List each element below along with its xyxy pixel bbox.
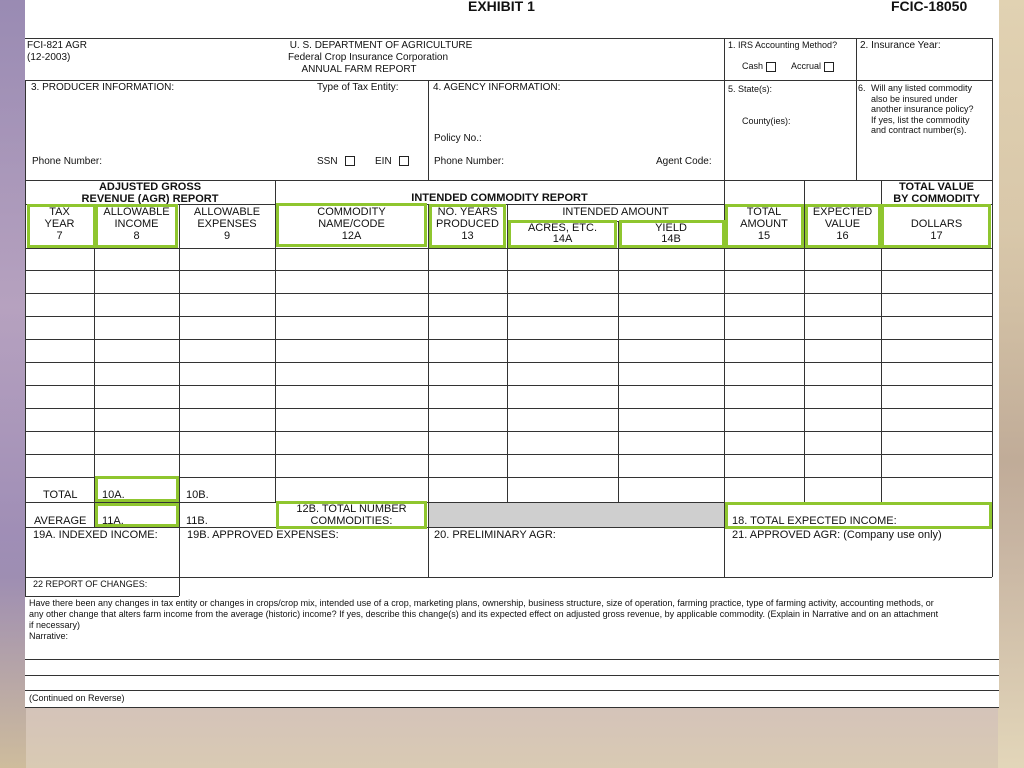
highlight-10a xyxy=(95,476,179,502)
col-number: 12A xyxy=(341,230,362,242)
rule xyxy=(25,248,992,249)
field-19b-approved-expenses[interactable]: 19B. APPROVED EXPENSES: xyxy=(187,529,339,541)
col-number: 8 xyxy=(133,230,140,242)
highlight-12b xyxy=(276,501,427,529)
col-header-line: DOLLARS xyxy=(910,218,963,230)
field-20-preliminary-agr[interactable]: 20. PRELIMINARY AGR: xyxy=(434,529,556,541)
col-header-line: INCOME xyxy=(114,218,159,230)
question-6-line: Will any listed commodity xyxy=(871,83,973,93)
question-6-line: another insurance policy? xyxy=(871,104,974,114)
shaded-cell xyxy=(429,503,724,527)
question-6-number: 6. xyxy=(858,83,866,93)
changes-question-line: Have there been any changes in tax entity or changes in crops/crop mix, intended use of a crop, marketing plans, ownership, business structure, size of operation, farming practice, type of farming activity, accounting methods, or xyxy=(29,598,934,608)
changes-question-line: any other change that alters farm income from the average (historic) income? If yes, describe this change(s) and its expected effect on adjusted gross revenue, by applicable commodity. (Explain in Narrative and on an attachment xyxy=(29,609,939,619)
rule xyxy=(25,431,992,432)
highlight-expected-value xyxy=(805,204,881,248)
col-header-line: ALLOWABLE xyxy=(193,206,261,218)
col-header-line: TAX xyxy=(49,206,70,218)
field-10a[interactable]: 10A. xyxy=(102,489,125,501)
highlight-commodity xyxy=(276,203,427,247)
total-row-label: TOTAL xyxy=(43,489,78,501)
question-6-line: If yes, list the commodity xyxy=(871,114,970,125)
ssn-option[interactable] xyxy=(317,156,358,167)
field-19a-indexed-income[interactable]: 19A. INDEXED INCOME: xyxy=(33,529,158,541)
narrative-label: Narrative: xyxy=(29,631,69,641)
total-value-heading xyxy=(881,181,992,205)
policy-number-field[interactable]: Policy No.: xyxy=(434,133,482,144)
cash-option[interactable] xyxy=(742,61,779,72)
ein-label: EIN xyxy=(375,156,392,167)
col-header-line: VALUE xyxy=(824,218,861,230)
highlight-allowable-income xyxy=(95,204,178,248)
col-number: 9 xyxy=(223,230,231,242)
producer-phone-field[interactable]: Phone Number: xyxy=(32,156,103,167)
rule xyxy=(25,577,992,578)
agent-code-field[interactable]: Agent Code: xyxy=(656,156,712,167)
average-row-label: AVERAGE xyxy=(34,515,87,527)
col-number: 7 xyxy=(56,230,63,242)
rule xyxy=(507,204,508,502)
col-header-line: EXPENSES xyxy=(197,218,257,230)
accrual-option[interactable] xyxy=(791,61,837,72)
highlight-18 xyxy=(725,502,992,529)
question-6-line: also be insured under xyxy=(871,93,958,104)
tax-entity-field[interactable]: Type of Tax Entity: xyxy=(317,82,399,93)
changes-question-line: if necessary) xyxy=(29,620,81,630)
rule xyxy=(804,248,805,502)
col-number: 15 xyxy=(757,230,771,242)
left-decorative-stripe xyxy=(0,0,26,768)
rule xyxy=(25,659,999,660)
col-intended-amount: INTENDED AMOUNT xyxy=(562,206,669,218)
highlight-11a xyxy=(95,503,179,527)
agr-section-heading xyxy=(25,181,275,205)
rule xyxy=(25,707,999,708)
department: U. S. DEPARTMENT OF AGRICULTURE xyxy=(289,40,473,51)
highlight-total-amount xyxy=(725,204,804,248)
rule xyxy=(25,454,992,455)
changes-question xyxy=(29,598,938,642)
ein-checkbox[interactable] xyxy=(399,156,409,166)
rule xyxy=(856,38,857,180)
rule xyxy=(25,270,992,271)
col-header-line: YIELD xyxy=(655,222,687,234)
states-field[interactable]: 5. State(s): xyxy=(728,84,773,94)
col-number: 14A xyxy=(552,233,573,245)
ein-option[interactable] xyxy=(375,156,412,167)
col-header-line: ALLOWABLE xyxy=(103,206,170,218)
highlight-dollars xyxy=(881,204,991,248)
rule xyxy=(25,362,992,363)
col-number: 16 xyxy=(836,230,849,242)
insurance-year-field[interactable]: 2. Insurance Year: xyxy=(860,40,941,51)
rule xyxy=(25,385,992,386)
ssn-label: SSN xyxy=(317,156,338,167)
col-header-line: TOTAL xyxy=(746,206,782,218)
rule xyxy=(25,675,999,676)
rule xyxy=(25,293,992,294)
rule xyxy=(25,80,992,81)
form-date: (12-2003) xyxy=(27,52,71,63)
corporation: Federal Crop Insurance Corporation xyxy=(287,52,449,63)
rule xyxy=(25,316,992,317)
rule xyxy=(618,221,619,502)
rule xyxy=(179,204,180,577)
agency-info-label: 4. AGENCY INFORMATION: xyxy=(433,82,561,93)
col-allowable-expenses xyxy=(179,206,275,242)
field-12b-line-1: 12B. TOTAL NUMBER xyxy=(296,503,407,515)
rule xyxy=(179,577,180,596)
form-code: FCI-821 AGR xyxy=(27,40,88,51)
form-number: FCIC-18050 xyxy=(891,0,968,14)
rule xyxy=(25,577,26,596)
rule xyxy=(724,38,725,180)
field-18-total-expected-income[interactable]: 18. TOTAL EXPECTED INCOME: xyxy=(732,515,897,527)
total-value-line-1: TOTAL VALUE xyxy=(899,181,974,193)
field-10b[interactable]: 10B. xyxy=(186,489,209,501)
agr-heading-line-2: REVENUE (AGR) REPORT xyxy=(81,193,219,205)
continued-note: (Continued on Reverse) xyxy=(29,693,125,703)
counties-field[interactable]: County(ies): xyxy=(742,116,791,126)
highlight-yield xyxy=(619,220,725,248)
rule xyxy=(25,596,179,597)
col-number: 13 xyxy=(461,230,474,242)
col-header-line: EXPECTED xyxy=(812,206,873,218)
producer-info-label: 3. PRODUCER INFORMATION: xyxy=(31,82,175,93)
highlight-years-produced xyxy=(429,204,506,248)
highlight-tax-year xyxy=(27,204,96,248)
agr-heading-line-1: ADJUSTED GROSS xyxy=(98,181,202,193)
highlight-acres xyxy=(508,220,617,248)
report-title: ANNUAL FARM REPORT xyxy=(301,64,417,75)
rule xyxy=(25,408,992,409)
right-decorative-stripe xyxy=(998,0,1024,768)
agency-phone-field[interactable]: Phone Number: xyxy=(434,156,505,167)
col-header-line: ACRES, ETC. xyxy=(527,222,598,234)
rule xyxy=(881,248,882,502)
col-number: 14B xyxy=(661,233,681,245)
rule xyxy=(25,80,26,577)
question-6-line: and contract number(s). xyxy=(871,125,967,135)
accrual-label: Accrual xyxy=(791,61,822,71)
irs-accounting-label: 1. IRS Accounting Method? xyxy=(728,40,838,50)
col-header-line: NO. YEARS xyxy=(437,206,498,218)
col-number: 17 xyxy=(930,230,943,242)
report-of-changes-label: 22 REPORT OF CHANGES: xyxy=(33,579,148,589)
cash-label: Cash xyxy=(742,61,764,71)
question-6-text xyxy=(871,83,974,136)
rule xyxy=(428,80,429,180)
rule xyxy=(25,38,992,39)
form-page xyxy=(25,0,999,708)
rule xyxy=(25,690,999,691)
field-12b-line-2: COMMODITIES: xyxy=(310,515,393,527)
col-header-line: YEAR xyxy=(44,218,75,230)
field-11b[interactable]: 11B. xyxy=(186,515,208,527)
field-21-approved-agr[interactable]: 21. APPROVED AGR: (Company use only) xyxy=(732,529,942,541)
col-header-line: AMOUNT xyxy=(740,218,788,230)
exhibit-title: EXHIBIT 1 xyxy=(468,0,535,14)
field-11a[interactable]: 11A. xyxy=(102,515,124,527)
col-header-line: COMMODITY xyxy=(317,206,386,218)
rule xyxy=(275,204,276,502)
col-header-line: NAME/CODE xyxy=(318,218,385,230)
total-value-line-2: BY COMMODITY xyxy=(893,193,980,205)
rule xyxy=(25,339,992,340)
rule xyxy=(992,38,993,577)
col-header-line: PRODUCED xyxy=(436,218,499,230)
intended-commodity-heading: INTENDED COMMODITY REPORT xyxy=(411,192,588,204)
cash-checkbox[interactable] xyxy=(766,62,776,72)
ssn-checkbox[interactable] xyxy=(345,156,355,166)
accrual-checkbox[interactable] xyxy=(824,62,834,72)
